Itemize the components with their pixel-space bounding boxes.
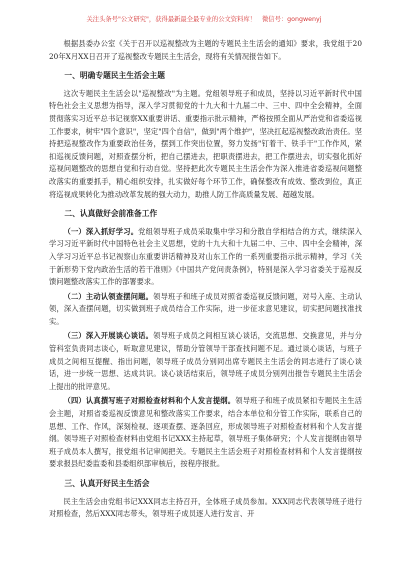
- document-body: [49, 38, 362, 521]
- section-2-item-1: [49, 226, 362, 289]
- section-1-paragraph: 这次专题民主生活会以"巡视整改"为主题。党组领导班子和成员，坚持以习近平新时代中国特色社会主义思想为指导，深入学习贯彻党的十九大和十九届二中、三中、四中全会精神，全面贯彻落实习近平总书记视察XX重要讲话、重要指示批示精神，严格按照全面从严治党和省委巡视工作要求，树牢"四个意识"，坚定"四个自信"，做到"两个维护"，坚决扛起巡视整改政治责任。坚持把巡视整改作为重要政治任务，摆到工作突出位置，努力发扬"钉着干、铁手干"工作作风，紧扣巡视反馈问题，对照查摆分析，把自己摆进去，把职责摆进去，把工作摆进去，切实强化抓好巡视问题整改的思想自觉和行动自觉。坚持把此次专题民主生活会作为深入推进省委巡视问题整改落实的重要抓手，精心组织安排，扎实做好每个环节工作，确保整改有成效、整改到位，真正将巡视成果转化为推动改革发展的强大动力，助推人防工作高质量发展、超越发展。: [49, 88, 362, 199]
- item-1-heading: （一）深入抓好学习。: [63, 226, 139, 236]
- intro-paragraph: 根据县委办公室《关于召开以巡视整改为主题的专题民主生活会的通知》要求，我党组于2020年X月XX日召开了巡视整改专题民主生活会，现将有关情况报告如下。: [49, 39, 362, 61]
- section-2-item-4: [49, 395, 362, 471]
- section-2-heading: 二、认真做好会前准备工作: [64, 208, 158, 218]
- section-3-heading: 三、认真开好民主生活会: [64, 478, 150, 488]
- item-1-body: 党组领导班子成员采取集中学习和分散自学相结合的方式，继续深入学习习近平新时代中国特色社会主义思想，党的十九大和十九届二中、三中、四中全会精神，深入学习习近平总书记视察山东重要讲话精神及对山东工作的一系列重要指示批示精神，学习《关于新形势下党内政治生活的若干准则》《中国共产党问责条例》，特别是深入学习省委关于巡视反馈问题整改落实工作的部署要求。: [49, 226, 362, 287]
- promo-banner-wechat[interactable]: 微信号：gongwenyj: [261, 16, 322, 23]
- item-3-body: 领导班子成员之间相互谈心谈话，交流思想、交换意见，并与分管科室负责同志谈心，听取意见建议，帮助分管领导干部查找问题不足。通过谈心谈话，与班子成员之间相互提醒、指出问题，领导班子成员分别同出席专题民主生活会的同志进行了谈心谈话，进一步统一思想、达成共识。谈心谈话结束后，领导班子成员分别列出报告专题民主生活会上提出的批评意见。: [49, 331, 363, 391]
- section-1-heading: 一、明确专题民主生活会主题: [64, 70, 165, 80]
- item-4-heading: （四）认真撰写班子对照检查材料和个人发言提纲。: [63, 396, 236, 406]
- item-2-body: 领导班子和班子成员对照省委巡视反馈问题，对号入座、主动认领，深入查摆问题，切实做到班子成员结合工作实际，进一步征求意见建议，切实把问题找准找实。: [49, 291, 363, 326]
- promo-banner-text[interactable]: 关注头条号"公文研究"，获得最新最全最专业的公文资料库！: [86, 16, 256, 23]
- section-2-item-3: [49, 330, 362, 393]
- section-3-paragraph: 民主生活会由党组书记XXX同志主持召开，全体班子成员参加。XXX同志代表领导班子进行对照检查，然后XXX同志带头，领导班子成员逐人进行发言、开: [49, 496, 362, 519]
- section-2-item-2: [49, 291, 362, 329]
- promo-banner[interactable]: [28, 14, 380, 26]
- item-2-heading: （二）主动认领查摆问题。: [63, 291, 154, 301]
- item-3-heading: （三）深入开展谈心谈话。: [63, 331, 154, 341]
- item-4-body: 领导班子和班子成员紧扣专题民主生活会主题，对照省委巡视反馈意见和整改落实工作要求，结合本单位和分管工作实际，联系自己的思想、工作、作风，深刻检视、逐项查摆、逐条回应，形成领导班子对照检查材料和个人发言提纲。领导班子对照检查材料由党组书记XXX主持起草，领导班子集体研究；个人发言提纲由领导班子成员本人撰写，报党组书记审阅把关。专题民主生活会班子对照检查材料和个人发言提纲按要求报县纪委监委和县委组织部审核后，按程序报批。: [49, 396, 362, 469]
